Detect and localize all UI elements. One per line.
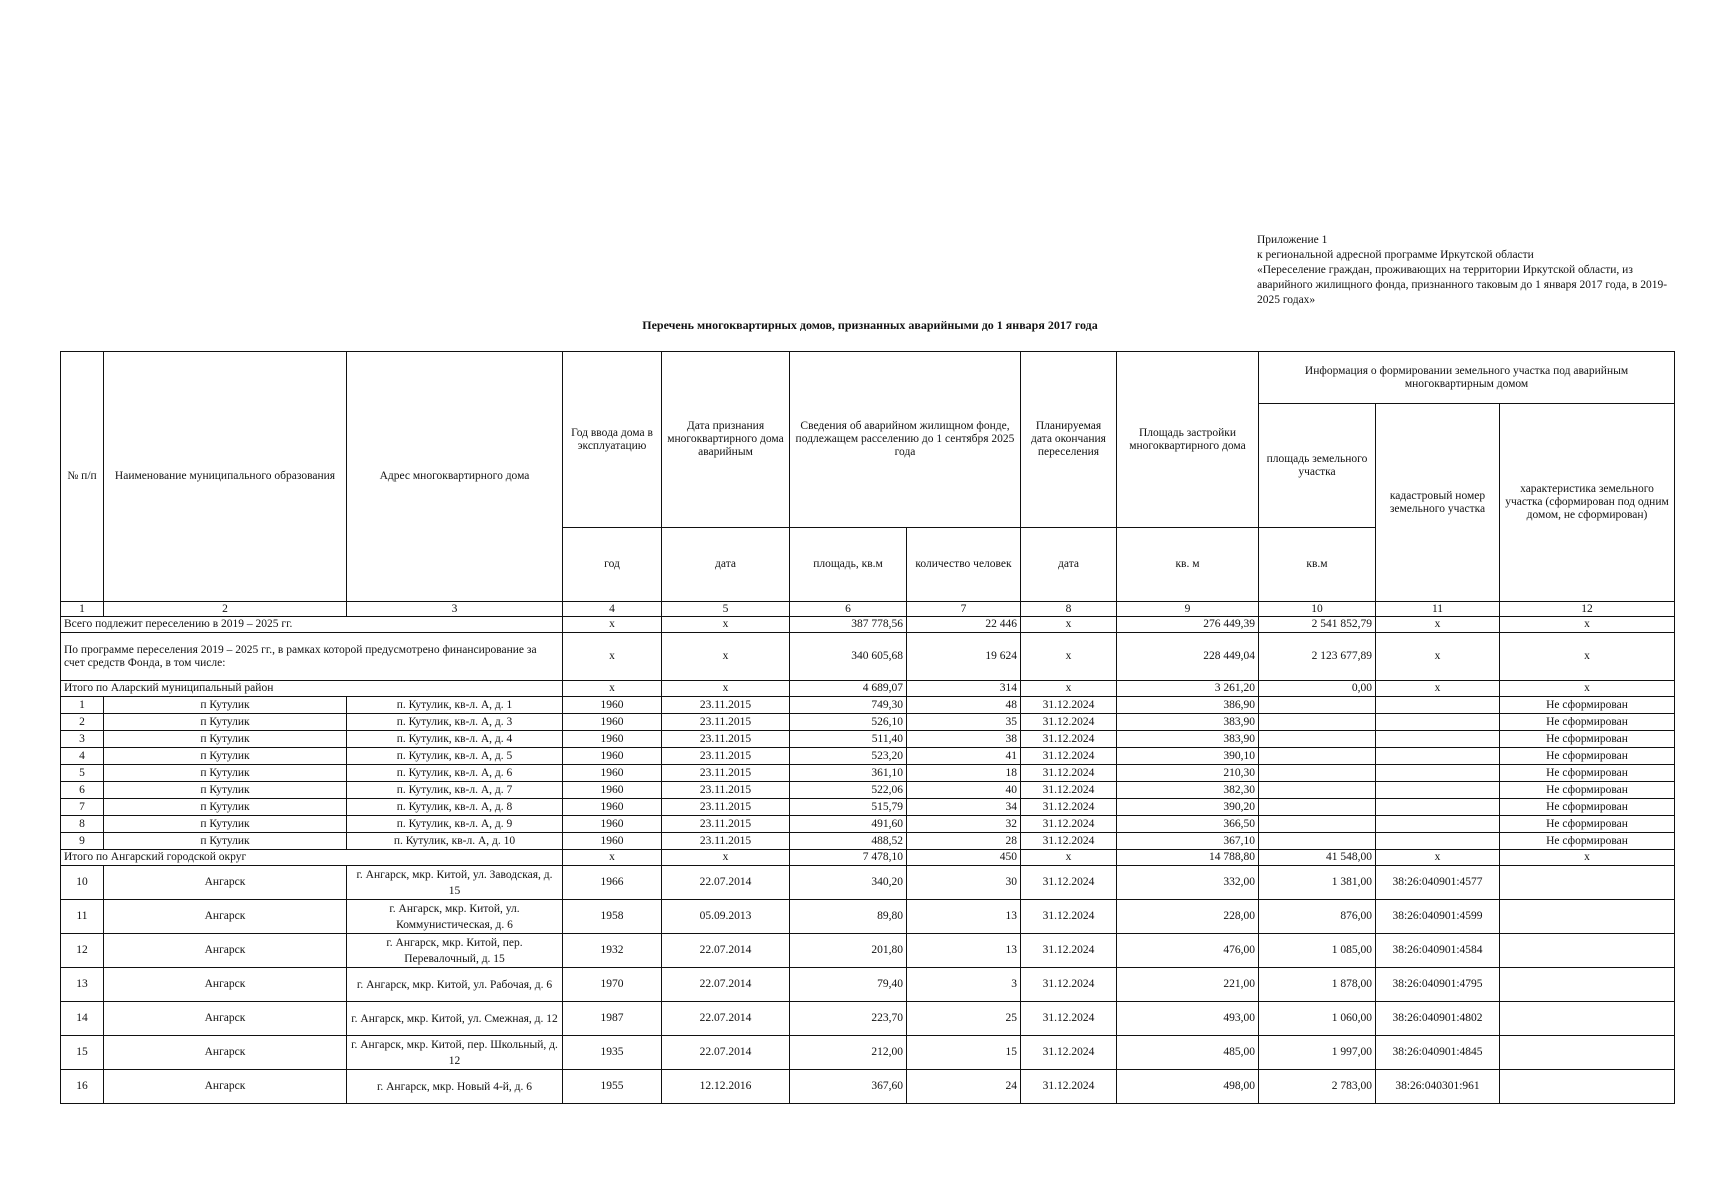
- planned-date-cell: 31.12.2024: [1021, 731, 1117, 748]
- municipality-cell: п Кутулик: [104, 765, 347, 782]
- built-area-cell: 332,00: [1117, 866, 1259, 900]
- people-cell: 13: [907, 900, 1021, 934]
- program-land: 2 123 677,89: [1259, 633, 1376, 681]
- people-cell: 28: [907, 833, 1021, 850]
- year-cell: 1960: [563, 833, 662, 850]
- house-row: [61, 782, 1675, 799]
- cadastral-cell: [1376, 748, 1500, 765]
- year-cell: 1958: [563, 900, 662, 934]
- year-cell: 1966: [563, 866, 662, 900]
- address-cell: г. Ангарск, мкр. Китой, ул. Коммунистическая, д. 6: [347, 900, 563, 934]
- area-cell: 491,60: [790, 816, 907, 833]
- cadastral-cell: [1376, 833, 1500, 850]
- planned-date-cell: 31.12.2024: [1021, 714, 1117, 731]
- house-number: 5: [61, 765, 104, 782]
- year-cell: 1960: [563, 799, 662, 816]
- area-cell: 201,80: [790, 934, 907, 968]
- land-char-cell: [1500, 1036, 1675, 1070]
- planned-date-cell: 31.12.2024: [1021, 1002, 1117, 1036]
- header-unit-date: дата: [662, 528, 790, 602]
- area-cell: 212,00: [790, 1036, 907, 1070]
- land-area-cell: 1 085,00: [1259, 934, 1376, 968]
- planned-date-cell: 31.12.2024: [1021, 799, 1117, 816]
- program-char: x: [1500, 633, 1675, 681]
- program-planned: x: [1021, 633, 1117, 681]
- column-numbers-row: [61, 602, 1675, 617]
- land-char-cell: Не сформирован: [1500, 816, 1675, 833]
- land-char-cell: Не сформирован: [1500, 799, 1675, 816]
- total-land: 2 541 852,79: [1259, 617, 1376, 633]
- planned-date-cell: 31.12.2024: [1021, 816, 1117, 833]
- area-cell: 511,40: [790, 731, 907, 748]
- address-cell: п. Кутулик, кв-л. А, д. 8: [347, 799, 563, 816]
- people-cell: 24: [907, 1070, 1021, 1104]
- planned-date-cell: 31.12.2024: [1021, 765, 1117, 782]
- house-number: 14: [61, 1002, 104, 1036]
- house-row: [61, 900, 1675, 934]
- house-number: 11: [61, 900, 104, 934]
- total-area: 387 778,56: [790, 617, 907, 633]
- total-planned: x: [1021, 617, 1117, 633]
- house-number: 10: [61, 866, 104, 900]
- header-date-recognition: Дата признания многоквартирного дома аварийным: [662, 352, 790, 528]
- year-cell: 1960: [563, 782, 662, 799]
- subtotal-date: x: [662, 681, 790, 697]
- address-cell: г. Ангарск, мкр. Китой, ул. Заводская, д. 15: [347, 866, 563, 900]
- land-area-cell: 1 060,00: [1259, 1002, 1376, 1036]
- address-cell: п. Кутулик, кв-л. А, д. 10: [347, 833, 563, 850]
- header-address: Адрес многоквартирного дома: [347, 352, 563, 602]
- subtotal-built: 14 788,80: [1117, 850, 1259, 866]
- column-number: 10: [1259, 602, 1376, 617]
- total-cadastral: x: [1376, 617, 1500, 633]
- subtotal-land: 0,00: [1259, 681, 1376, 697]
- built-area-cell: 383,90: [1117, 714, 1259, 731]
- appendix-note: [1257, 233, 1677, 308]
- year-cell: 1935: [563, 1036, 662, 1070]
- land-char-cell: [1500, 900, 1675, 934]
- recognition-date-cell: 23.11.2015: [662, 782, 790, 799]
- header-year-commission: Год ввода дома в эксплуатацию: [563, 352, 662, 528]
- people-cell: 40: [907, 782, 1021, 799]
- people-cell: 18: [907, 765, 1021, 782]
- people-cell: 3: [907, 968, 1021, 1002]
- area-cell: 340,20: [790, 866, 907, 900]
- header-unit-sqm2: кв.м: [1259, 528, 1376, 602]
- cadastral-cell: [1376, 799, 1500, 816]
- header-emergency-info: Сведения об аварийном жилищном фонде, подлежащем расселению до 1 сентября 2025 года: [790, 352, 1021, 528]
- land-area-cell: 876,00: [1259, 900, 1376, 934]
- total-people: 22 446: [907, 617, 1021, 633]
- house-number: 7: [61, 799, 104, 816]
- subtotal-people: 314: [907, 681, 1021, 697]
- address-cell: г. Ангарск, мкр. Китой, ул. Смежная, д. 12: [347, 1002, 563, 1036]
- recognition-date-cell: 12.12.2016: [662, 1070, 790, 1104]
- column-number: 6: [790, 602, 907, 617]
- recognition-date-cell: 22.07.2014: [662, 1002, 790, 1036]
- municipality-cell: п Кутулик: [104, 833, 347, 850]
- address-cell: п. Кутулик, кв-л. А, д. 5: [347, 748, 563, 765]
- land-char-cell: Не сформирован: [1500, 833, 1675, 850]
- people-cell: 41: [907, 748, 1021, 765]
- recognition-date-cell: 23.11.2015: [662, 714, 790, 731]
- house-number: 4: [61, 748, 104, 765]
- recognition-date-cell: 23.11.2015: [662, 833, 790, 850]
- program-people: 19 624: [907, 633, 1021, 681]
- recognition-date-cell: 23.11.2015: [662, 799, 790, 816]
- built-area-cell: 366,50: [1117, 816, 1259, 833]
- subtotal-alarsky-label: Итого по Аларский муниципальный район: [61, 681, 563, 697]
- built-area-cell: 367,10: [1117, 833, 1259, 850]
- cadastral-cell: 38:26:040901:4845: [1376, 1036, 1500, 1070]
- subtotal-date: x: [662, 850, 790, 866]
- header-planned-date: Планируемая дата окончания переселения: [1021, 352, 1117, 528]
- column-number: 12: [1500, 602, 1675, 617]
- house-number: 12: [61, 934, 104, 968]
- land-area-cell: [1259, 799, 1376, 816]
- house-number: 6: [61, 782, 104, 799]
- program-built: 228 449,04: [1117, 633, 1259, 681]
- cadastral-cell: 38:26:040901:4599: [1376, 900, 1500, 934]
- year-cell: 1987: [563, 1002, 662, 1036]
- recognition-date-cell: 22.07.2014: [662, 968, 790, 1002]
- built-area-cell: 485,00: [1117, 1036, 1259, 1070]
- column-number: 7: [907, 602, 1021, 617]
- planned-date-cell: 31.12.2024: [1021, 1070, 1117, 1104]
- municipality-cell: п Кутулик: [104, 816, 347, 833]
- subtotal-planned: x: [1021, 681, 1117, 697]
- house-row: [61, 1070, 1675, 1104]
- subtotal-alarsky-row: [61, 681, 1675, 697]
- municipality-cell: п Кутулик: [104, 748, 347, 765]
- house-row: [61, 866, 1675, 900]
- recognition-date-cell: 23.11.2015: [662, 765, 790, 782]
- subtotal-built: 3 261,20: [1117, 681, 1259, 697]
- house-row: [61, 697, 1675, 714]
- land-char-cell: Не сформирован: [1500, 765, 1675, 782]
- land-char-cell: [1500, 1070, 1675, 1104]
- house-number: 16: [61, 1070, 104, 1104]
- land-area-cell: [1259, 782, 1376, 799]
- address-cell: г. Ангарск, мкр. Китой, пер. Школьный, д. 12: [347, 1036, 563, 1070]
- year-cell: 1960: [563, 697, 662, 714]
- people-cell: 35: [907, 714, 1021, 731]
- header-land-info: Информация о формировании земельного участка под аварийным многоквартирным домом: [1259, 352, 1675, 404]
- municipality-cell: п Кутулик: [104, 714, 347, 731]
- municipality-cell: п Кутулик: [104, 731, 347, 748]
- year-cell: 1960: [563, 765, 662, 782]
- built-area-cell: 390,20: [1117, 799, 1259, 816]
- program-area: 340 605,68: [790, 633, 907, 681]
- house-row: [61, 731, 1675, 748]
- land-area-cell: [1259, 748, 1376, 765]
- year-cell: 1970: [563, 968, 662, 1002]
- total-year: x: [563, 617, 662, 633]
- header-unit-date2: дата: [1021, 528, 1117, 602]
- houses-table: [60, 351, 1675, 1104]
- planned-date-cell: 31.12.2024: [1021, 900, 1117, 934]
- subtotal-angarsk-label: Итого по Ангарский городской округ: [61, 850, 563, 866]
- recognition-date-cell: 23.11.2015: [662, 816, 790, 833]
- land-char-cell: [1500, 1002, 1675, 1036]
- municipality-cell: п Кутулик: [104, 697, 347, 714]
- planned-date-cell: 31.12.2024: [1021, 697, 1117, 714]
- recognition-date-cell: 22.07.2014: [662, 1036, 790, 1070]
- people-cell: 34: [907, 799, 1021, 816]
- program-date: x: [662, 633, 790, 681]
- subtotal-land: 41 548,00: [1259, 850, 1376, 866]
- year-cell: 1955: [563, 1070, 662, 1104]
- house-row: [61, 968, 1675, 1002]
- column-number: 5: [662, 602, 790, 617]
- built-area-cell: 390,10: [1117, 748, 1259, 765]
- header-land-char: характеристика земельного участка (сформирован под одним домом, не сформирован): [1500, 404, 1675, 602]
- header-cadastral: кадастровый номер земельного участка: [1376, 404, 1500, 602]
- house-number: 15: [61, 1036, 104, 1070]
- built-area-cell: 476,00: [1117, 934, 1259, 968]
- land-char-cell: [1500, 866, 1675, 900]
- area-cell: 515,79: [790, 799, 907, 816]
- area-cell: 523,20: [790, 748, 907, 765]
- address-cell: г. Ангарск, мкр. Китой, ул. Рабочая, д. 6: [347, 968, 563, 1002]
- total-program-row: [61, 633, 1675, 681]
- house-row: [61, 714, 1675, 731]
- appendix-line-1: Приложение 1: [1257, 234, 1328, 246]
- built-area-cell: 498,00: [1117, 1070, 1259, 1104]
- document-title: Перечень многоквартирных домов, признанных аварийными до 1 января 2017 года: [642, 318, 1098, 332]
- subtotal-char: x: [1500, 681, 1675, 697]
- header-unit-people: количество человек: [907, 528, 1021, 602]
- land-area-cell: 1 381,00: [1259, 866, 1376, 900]
- header-municipality: Наименование муниципального образования: [104, 352, 347, 602]
- built-area-cell: 210,30: [1117, 765, 1259, 782]
- planned-date-cell: 31.12.2024: [1021, 748, 1117, 765]
- cadastral-cell: 38:26:040901:4802: [1376, 1002, 1500, 1036]
- land-area-cell: [1259, 697, 1376, 714]
- address-cell: п. Кутулик, кв-л. А, д. 7: [347, 782, 563, 799]
- area-cell: 367,60: [790, 1070, 907, 1104]
- planned-date-cell: 31.12.2024: [1021, 833, 1117, 850]
- land-char-cell: Не сформирован: [1500, 714, 1675, 731]
- cadastral-cell: [1376, 714, 1500, 731]
- cadastral-cell: [1376, 765, 1500, 782]
- recognition-date-cell: 05.09.2013: [662, 900, 790, 934]
- total-all-row: [61, 617, 1675, 633]
- total-char: x: [1500, 617, 1675, 633]
- people-cell: 15: [907, 1036, 1021, 1070]
- area-cell: 488,52: [790, 833, 907, 850]
- area-cell: 522,06: [790, 782, 907, 799]
- area-cell: 526,10: [790, 714, 907, 731]
- land-area-cell: 2 783,00: [1259, 1070, 1376, 1104]
- subtotal-planned: x: [1021, 850, 1117, 866]
- year-cell: 1932: [563, 934, 662, 968]
- land-area-cell: [1259, 765, 1376, 782]
- column-number: 4: [563, 602, 662, 617]
- total-program-label: По программе переселения 2019 – 2025 гг., в рамках которой предусмотрено финансирование за счет средств Фонда, в том числе:: [61, 633, 563, 681]
- house-number: 13: [61, 968, 104, 1002]
- built-area-cell: 382,30: [1117, 782, 1259, 799]
- total-built: 276 449,39: [1117, 617, 1259, 633]
- cadastral-cell: 38:26:040901:4577: [1376, 866, 1500, 900]
- cadastral-cell: [1376, 731, 1500, 748]
- people-cell: 38: [907, 731, 1021, 748]
- land-char-cell: Не сформирован: [1500, 782, 1675, 799]
- recognition-date-cell: 22.07.2014: [662, 934, 790, 968]
- header-unit-year: год: [563, 528, 662, 602]
- column-number: 11: [1376, 602, 1500, 617]
- land-char-cell: Не сформирован: [1500, 748, 1675, 765]
- recognition-date-cell: 23.11.2015: [662, 697, 790, 714]
- area-cell: 223,70: [790, 1002, 907, 1036]
- header-built-area: Площадь застройки многоквартирного дома: [1117, 352, 1259, 528]
- area-cell: 89,80: [790, 900, 907, 934]
- land-char-cell: [1500, 934, 1675, 968]
- land-area-cell: 1 878,00: [1259, 968, 1376, 1002]
- header-unit-area: площадь, кв.м: [790, 528, 907, 602]
- planned-date-cell: 31.12.2024: [1021, 866, 1117, 900]
- municipality-cell: Ангарск: [104, 1070, 347, 1104]
- subtotal-cadastral: x: [1376, 681, 1500, 697]
- people-cell: 13: [907, 934, 1021, 968]
- land-area-cell: [1259, 714, 1376, 731]
- people-cell: 30: [907, 866, 1021, 900]
- municipality-cell: Ангарск: [104, 934, 347, 968]
- house-number: 9: [61, 833, 104, 850]
- planned-date-cell: 31.12.2024: [1021, 934, 1117, 968]
- program-year: x: [563, 633, 662, 681]
- year-cell: 1960: [563, 714, 662, 731]
- land-area-cell: [1259, 816, 1376, 833]
- address-cell: п. Кутулик, кв-л. А, д. 4: [347, 731, 563, 748]
- built-area-cell: 493,00: [1117, 1002, 1259, 1036]
- land-area-cell: [1259, 731, 1376, 748]
- cadastral-cell: 38:26:040901:4584: [1376, 934, 1500, 968]
- area-cell: 361,10: [790, 765, 907, 782]
- year-cell: 1960: [563, 816, 662, 833]
- subtotal-people: 450: [907, 850, 1021, 866]
- subtotal-year: x: [563, 681, 662, 697]
- subtotal-cadastral: x: [1376, 850, 1500, 866]
- land-area-cell: [1259, 833, 1376, 850]
- address-cell: п. Кутулик, кв-л. А, д. 6: [347, 765, 563, 782]
- planned-date-cell: 31.12.2024: [1021, 1036, 1117, 1070]
- land-char-cell: [1500, 968, 1675, 1002]
- cadastral-cell: [1376, 816, 1500, 833]
- recognition-date-cell: 23.11.2015: [662, 748, 790, 765]
- total-date: x: [662, 617, 790, 633]
- municipality-cell: п Кутулик: [104, 799, 347, 816]
- house-row: [61, 1036, 1675, 1070]
- column-number: 8: [1021, 602, 1117, 617]
- planned-date-cell: 31.12.2024: [1021, 782, 1117, 799]
- house-row: [61, 833, 1675, 850]
- recognition-date-cell: 23.11.2015: [662, 731, 790, 748]
- people-cell: 48: [907, 697, 1021, 714]
- built-area-cell: 386,90: [1117, 697, 1259, 714]
- subtotal-year: x: [563, 850, 662, 866]
- municipality-cell: Ангарск: [104, 1002, 347, 1036]
- recognition-date-cell: 22.07.2014: [662, 866, 790, 900]
- cadastral-cell: 38:26:040901:4795: [1376, 968, 1500, 1002]
- house-row: [61, 816, 1675, 833]
- area-cell: 749,30: [790, 697, 907, 714]
- cadastral-cell: [1376, 697, 1500, 714]
- address-cell: г. Ангарск, мкр. Китой, пер. Перевалочный, д. 15: [347, 934, 563, 968]
- subtotal-area: 4 689,07: [790, 681, 907, 697]
- land-area-cell: 1 997,00: [1259, 1036, 1376, 1070]
- address-cell: п. Кутулик, кв-л. А, д. 9: [347, 816, 563, 833]
- people-cell: 25: [907, 1002, 1021, 1036]
- program-cadastral: x: [1376, 633, 1500, 681]
- subtotal-angarsk-row: [61, 850, 1675, 866]
- planned-date-cell: 31.12.2024: [1021, 968, 1117, 1002]
- cadastral-cell: 38:26:040301:961: [1376, 1070, 1500, 1104]
- table-header: [61, 352, 1675, 602]
- column-number: 3: [347, 602, 563, 617]
- municipality-cell: Ангарск: [104, 968, 347, 1002]
- municipality-cell: п Кутулик: [104, 782, 347, 799]
- subtotal-char: x: [1500, 850, 1675, 866]
- column-number: 1: [61, 602, 104, 617]
- year-cell: 1960: [563, 731, 662, 748]
- house-number: 2: [61, 714, 104, 731]
- header-num: № п/п: [61, 352, 104, 602]
- area-cell: 79,40: [790, 968, 907, 1002]
- house-number: 1: [61, 697, 104, 714]
- table-body: [61, 602, 1675, 1104]
- total-all-label: Всего подлежит переселению в 2019 – 2025 гг.: [61, 617, 563, 633]
- house-row: [61, 765, 1675, 782]
- built-area-cell: 221,00: [1117, 968, 1259, 1002]
- address-cell: п. Кутулик, кв-л. А, д. 3: [347, 714, 563, 731]
- municipality-cell: Ангарск: [104, 1036, 347, 1070]
- house-number: 3: [61, 731, 104, 748]
- house-row: [61, 799, 1675, 816]
- address-cell: г. Ангарск, мкр. Новый 4-й, д. 6: [347, 1070, 563, 1104]
- cadastral-cell: [1376, 782, 1500, 799]
- subtotal-area: 7 478,10: [790, 850, 907, 866]
- municipality-cell: Ангарск: [104, 866, 347, 900]
- column-number: 2: [104, 602, 347, 617]
- house-row: [61, 934, 1675, 968]
- appendix-line-3: «Переселение граждан, проживающих на территории Иркутской области, из аварийного жилищного фонда, признанного таковым до 1 января 2017 года, в 2019-2025 годах»: [1257, 264, 1668, 306]
- land-char-cell: Не сформирован: [1500, 731, 1675, 748]
- appendix-line-2: к региональной адресной программе Иркутской области: [1257, 249, 1534, 261]
- header-unit-sqm: кв. м: [1117, 528, 1259, 602]
- house-row: [61, 748, 1675, 765]
- house-number: 8: [61, 816, 104, 833]
- header-land-area: площадь земельного участка: [1259, 404, 1376, 528]
- house-row: [61, 1002, 1675, 1036]
- land-char-cell: Не сформирован: [1500, 697, 1675, 714]
- people-cell: 32: [907, 816, 1021, 833]
- built-area-cell: 228,00: [1117, 900, 1259, 934]
- built-area-cell: 383,90: [1117, 731, 1259, 748]
- column-number: 9: [1117, 602, 1259, 617]
- municipality-cell: Ангарск: [104, 900, 347, 934]
- year-cell: 1960: [563, 748, 662, 765]
- address-cell: п. Кутулик, кв-л. А, д. 1: [347, 697, 563, 714]
